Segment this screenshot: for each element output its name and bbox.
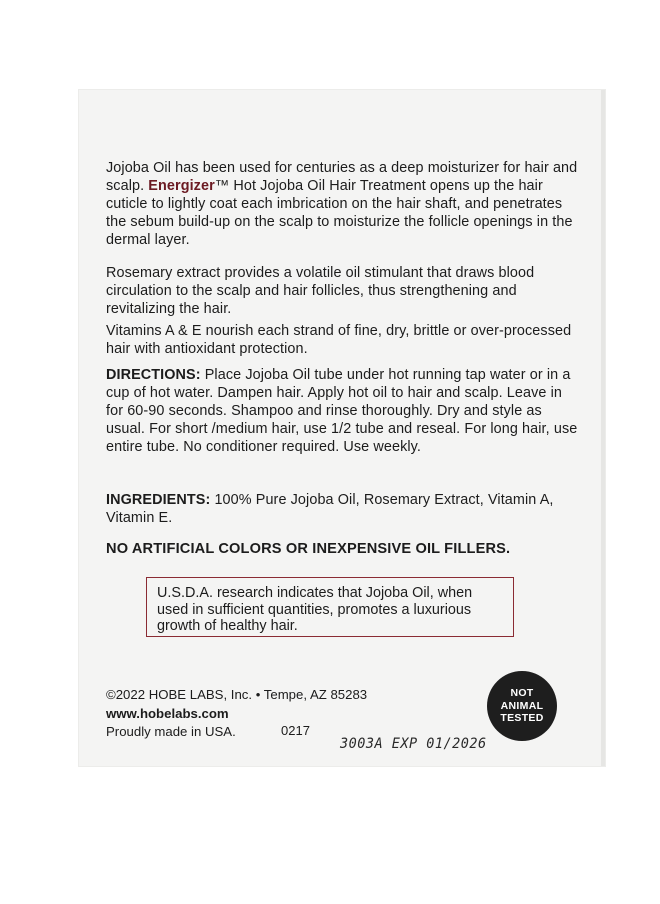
description-paragraph <box>106 159 578 249</box>
usda-callout-text: U.S.D.A. research indicates that Jojoba Oil, when used in sufficient quantities, promotes a luxurious growth of healthy hair. <box>157 585 473 635</box>
badge-line-2: ANIMAL <box>500 699 544 712</box>
website-link[interactable]: www.hobelabs.com <box>106 706 229 721</box>
vitamins-paragraph: Vitamins A & E nourish each strand of fine, dry, brittle or over-processed hair with antioxidant protection. <box>106 323 572 358</box>
description-text-continued: Hot Jojoba Oil Hair Treatment opens up the hair cuticle to lightly coat each imbrication on the hair shaft, and penetrates the sebum build-up on the scalp to moisturize the follicle openings in the dermal layer. <box>106 178 573 249</box>
claim-heading: NO ARTIFICIAL COLORS OR INEXPENSIVE OIL FILLERS. <box>106 541 511 557</box>
made-in-usa: Proudly made in USA. <box>106 724 236 739</box>
directions-label: DIRECTIONS: <box>106 367 201 383</box>
lot-expiry-stamp: 3003A EXP 01/2026 <box>340 735 487 753</box>
ingredients-text: 100% Pure Jojoba Oil, Rosemary Extract, Vitamin A, Vitamin E. <box>106 492 554 527</box>
rosemary-paragraph: Rosemary extract provides a volatile oil stimulant that draws blood circulation to the scalp and hair follicles, thus strengthening and revitalizing the hair. <box>106 265 535 318</box>
not-animal-tested-badge <box>487 671 557 741</box>
usda-callout-box <box>146 577 514 637</box>
trademark-symbol: ™ <box>214 178 230 195</box>
brand-name: Energizer <box>148 178 215 195</box>
product-code: 0217 <box>281 723 310 738</box>
directions-paragraph <box>106 366 578 456</box>
copyright-line: ©2022 HOBE LABS, Inc. • Tempe, AZ 85283 <box>106 687 368 702</box>
ingredients-label: INGREDIENTS: <box>106 492 211 508</box>
ingredients-paragraph <box>106 491 578 527</box>
panel-edge <box>601 90 605 766</box>
directions-text: Place Jojoba Oil tube under hot running tap water or in a cup of hot water. Dampen hair. Apply hot oil to hair and scalp. Leave in for 60-90 seconds. Shampoo and rinse thoroughly. Dry and style as usual. For short /medium hair, use 1/2 tube and reseal. For long hair, use entire tube. No conditioner required. Use weekly. <box>106 367 578 456</box>
description-text: Jojoba Oil has been used for centuries as a deep moisturizer for hair and scalp. <box>106 160 578 195</box>
badge-line-3: TESTED <box>500 712 544 725</box>
badge-line-1: NOT <box>510 687 534 700</box>
